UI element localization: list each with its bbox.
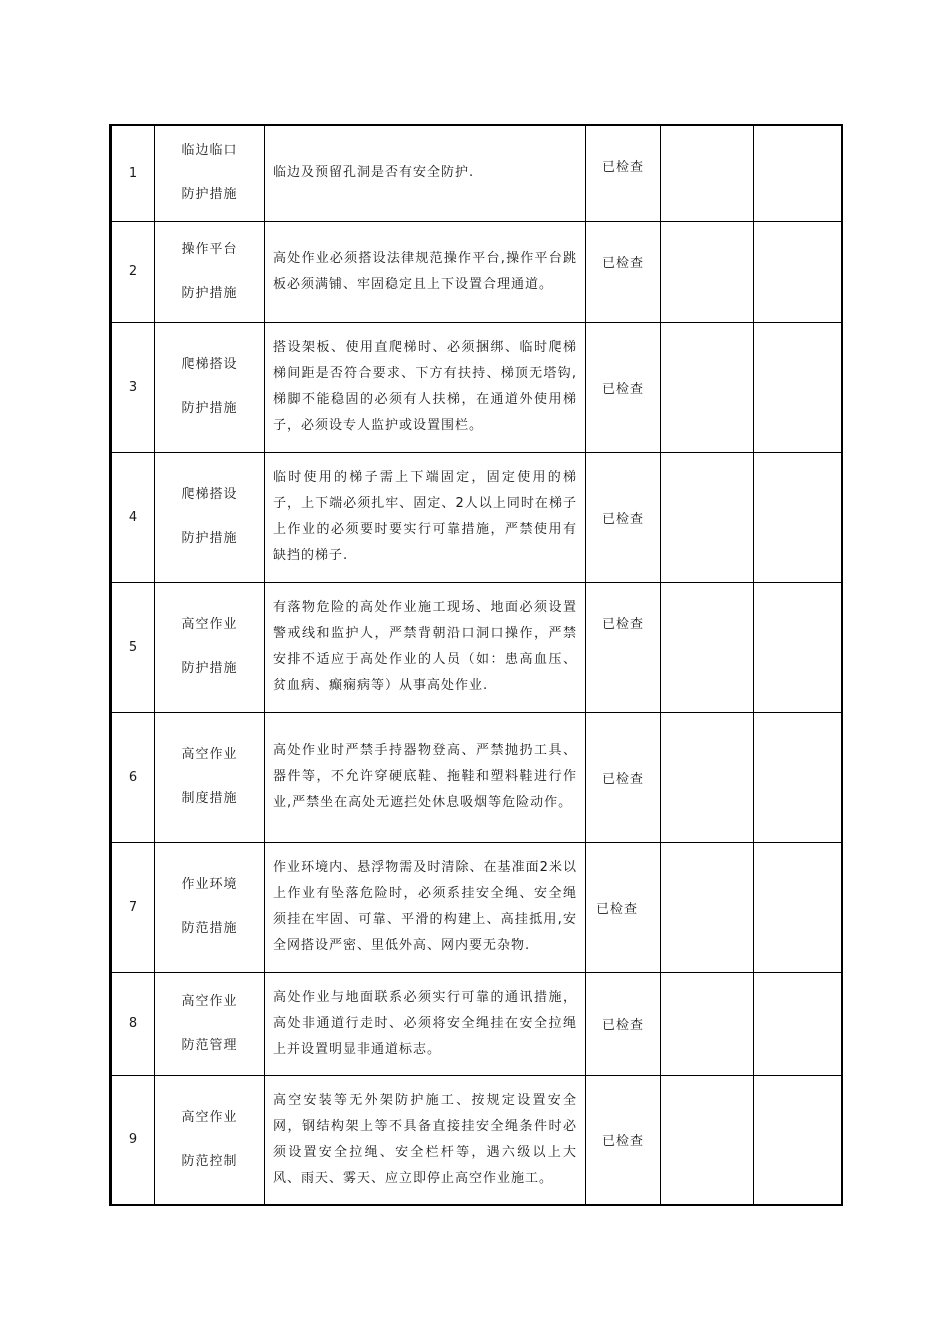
check-item-line2: 防护措施	[181, 531, 238, 546]
row-number: 1	[111, 125, 155, 221]
check-status: 已检查	[586, 842, 661, 972]
table-row	[111, 221, 842, 322]
inspection-table-container	[109, 124, 840, 1206]
check-item	[155, 221, 265, 322]
check-item-line2: 防护措施	[181, 661, 238, 676]
blank-cell	[661, 125, 754, 221]
check-status: 已检查	[586, 322, 661, 452]
check-item-line1: 作业环境	[181, 877, 238, 892]
check-content: 搭设架板、使用直爬梯时、必须捆绑、临时爬梯梯间距是否符合要求、下方有扶持、梯顶无塔钩,梯脚不能稳固的必须有人扶梯，在通道外使用梯子，必须设专人监护或设置围栏。	[265, 322, 586, 452]
blank-cell	[754, 125, 842, 221]
table-row	[111, 842, 842, 972]
blank-cell	[661, 1075, 754, 1205]
check-status: 已检查	[586, 972, 661, 1075]
row-number: 4	[111, 452, 155, 582]
table-row	[111, 1075, 842, 1205]
check-status: 已检查	[586, 1075, 661, 1205]
row-number: 2	[111, 221, 155, 322]
table-row	[111, 582, 842, 712]
check-item-line1: 爬梯搭设	[181, 357, 238, 372]
check-item-line1: 爬梯搭设	[181, 487, 238, 502]
check-status: 已检查	[586, 452, 661, 582]
check-item-line2: 防护措施	[181, 401, 238, 416]
table-row	[111, 125, 842, 221]
blank-cell	[661, 712, 754, 842]
check-item-line1: 高空作业	[181, 617, 238, 632]
check-item	[155, 125, 265, 221]
blank-cell	[754, 452, 842, 582]
table-row	[111, 322, 842, 452]
check-item-line1: 临边临口	[181, 143, 238, 159]
check-item-line1: 高空作业	[181, 993, 238, 1009]
check-item-line2: 防范控制	[181, 1153, 238, 1169]
check-status: 已检查	[586, 221, 661, 322]
table-row	[111, 452, 842, 582]
blank-cell	[754, 972, 842, 1075]
check-item-line2: 防范管理	[181, 1037, 238, 1053]
blank-cell	[661, 322, 754, 452]
check-item	[155, 972, 265, 1075]
row-number: 9	[111, 1075, 155, 1205]
table-row	[111, 712, 842, 842]
blank-cell	[661, 842, 754, 972]
blank-cell	[661, 221, 754, 322]
check-item-line2: 防护措施	[181, 187, 238, 203]
row-number: 8	[111, 972, 155, 1075]
blank-cell	[754, 582, 842, 712]
check-content: 临时使用的梯子需上下端固定，固定使用的梯子，上下端必须扎牢、固定、2人以上同时在梯子上作业的必须要时要实行可靠措施，严禁使用有缺挡的梯子.	[265, 452, 586, 582]
row-number: 3	[111, 322, 155, 452]
blank-cell	[661, 972, 754, 1075]
check-status: 已检查	[586, 125, 661, 221]
check-item	[155, 452, 265, 582]
check-item	[155, 582, 265, 712]
blank-cell	[754, 322, 842, 452]
check-item	[155, 1075, 265, 1205]
blank-cell	[754, 842, 842, 972]
check-status: 已检查	[586, 712, 661, 842]
check-item	[155, 712, 265, 842]
inspection-table	[109, 124, 843, 1206]
check-content: 临边及预留孔洞是否有安全防护.	[265, 125, 586, 221]
blank-cell	[661, 582, 754, 712]
row-number: 5	[111, 582, 155, 712]
check-item-line2: 防范措施	[181, 921, 238, 936]
check-content: 高空安装等无外架防护施工、按规定设置安全网，钢结构架上等不具备直接挂安全绳条件时必须设置安全拉绳、安全栏杆等，遇六级以上大风、雨天、雾天、应立即停止高空作业施工。	[265, 1075, 586, 1205]
check-item-line2: 防护措施	[181, 285, 238, 301]
check-item	[155, 322, 265, 452]
check-item-line2: 制度措施	[181, 791, 238, 806]
check-status: 已检查	[586, 582, 661, 712]
blank-cell	[754, 1075, 842, 1205]
blank-cell	[661, 452, 754, 582]
row-number: 7	[111, 842, 155, 972]
check-content: 高处作业时严禁手持器物登高、严禁抛扔工具、器件等，不允许穿硬底鞋、拖鞋和塑料鞋进行作业,严禁坐在高处无遮拦处休息吸烟等危险动作。	[265, 712, 586, 842]
table-row	[111, 972, 842, 1075]
check-content: 高处作业必须搭设法律规范操作平台,操作平台跳板必须满铺、牢固稳定且上下设置合理通道。	[265, 221, 586, 322]
check-item-line1: 高空作业	[181, 747, 238, 762]
check-content: 高处作业与地面联系必须实行可靠的通讯措施，高处非通道行走时、必须将安全绳挂在安全拉绳上并设置明显非通道标志。	[265, 972, 586, 1075]
check-item	[155, 842, 265, 972]
check-item-line1: 高空作业	[181, 1109, 238, 1125]
blank-cell	[754, 221, 842, 322]
check-content: 有落物危险的高处作业施工现场、地面必须设置警戒线和监护人，严禁背朝沿口洞口操作，严禁安排不适应于高处作业的人员（如：患高血压、贫血病、癫痫病等）从事高处作业.	[265, 582, 586, 712]
row-number: 6	[111, 712, 155, 842]
check-content: 作业环境内、悬浮物需及时清除、在基准面2米以上作业有坠落危险时，必须系挂安全绳、安全绳须挂在牢固、可靠、平滑的构建上、高挂抵用,安全网搭设严密、里低外高、网内要无杂物.	[265, 842, 586, 972]
blank-cell	[754, 712, 842, 842]
check-item-line1: 操作平台	[181, 241, 238, 257]
